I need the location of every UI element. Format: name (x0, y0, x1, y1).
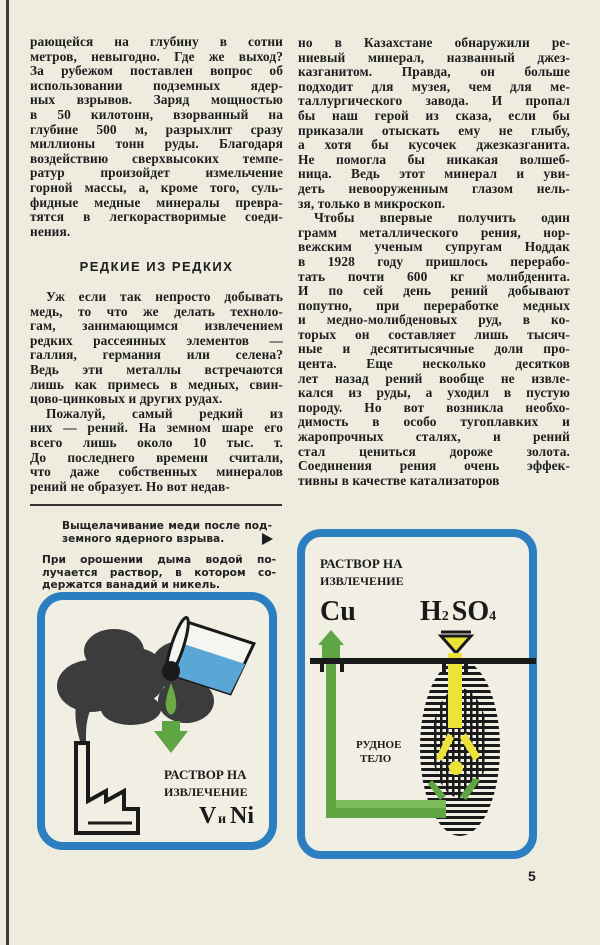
text-line: зя, только в микроскоп. (298, 195, 446, 211)
element-cu: Cu (320, 596, 356, 627)
text-line: кался из руды, а уходил в пустую (298, 385, 570, 401)
text-line: ных взрывов. Заряд мощностью (30, 92, 283, 108)
text-line: держатся ванадий и никель. (42, 579, 221, 592)
text-line: Чтобы впервые получить один (314, 210, 570, 226)
text-line: При орошении дыма водой по- (42, 554, 276, 566)
leaching-illustration (296, 528, 540, 860)
text-line: земного ядерного взрыва. (62, 532, 225, 545)
text-line: рений не образует. Но вот недав- (30, 478, 230, 494)
text-line: димость в особо тугоплавких и (298, 414, 570, 430)
text-line: Соединения рения очень эффек- (298, 458, 570, 474)
text-line: в 1928 году пришлось перерабо- (298, 253, 570, 269)
text-line: жаропрочных сталях, и рений (298, 429, 570, 445)
text-line: лишь как примесь в медных, свин- (30, 376, 283, 392)
label-solution: РАСТВОР НА (164, 767, 247, 782)
smoke-scrubbing-illustration (36, 591, 280, 853)
text-line: До последнего времени считали, (30, 449, 283, 465)
figure-caption-main (62, 520, 272, 545)
text-line: Выщелачивание меди после под- (62, 520, 272, 532)
left-text-column (30, 35, 283, 239)
text-line: глубине 500 м, разрыхлит сразу (30, 121, 283, 137)
text-line: подходит для музея, чем для ме- (298, 78, 570, 94)
formula-h2so4: H2 SO4 (420, 596, 497, 627)
text-line: использовании подземных ядер- (30, 77, 283, 93)
text-line: породу. Но вот возникла необхо- (298, 399, 570, 415)
text-line: ница. Ведь этот минерал и уви- (298, 166, 570, 182)
text-line: стал цениться дороже золота. (298, 443, 570, 459)
text-line: и медно-молибденовых руд, в ко- (298, 312, 570, 328)
text-line: вежским ученым супругам Ноддак (298, 239, 570, 255)
water-drop (162, 661, 180, 681)
label-solution: РАСТВОР НА (320, 556, 403, 571)
text-line: метров, невыгодно. Где же выход? (30, 48, 283, 64)
text-line: нения. (30, 223, 71, 239)
element-v: V (199, 803, 217, 829)
text-line: торых он составляет лишь тысяч- (298, 326, 570, 342)
figure-caption-secondary (42, 554, 276, 592)
text-line: Уж если так непросто добывать (46, 289, 283, 304)
text-line: цово-цинковых и других рудах. (30, 391, 223, 407)
label-body: ТЕЛО (360, 753, 392, 765)
text-line: приказали отыскать ему не глыбу, (298, 122, 570, 138)
page-binding-edge (6, 0, 9, 945)
text-line: тятся в легкорастворимые соеди- (30, 209, 283, 225)
left-text-column-section (30, 290, 283, 494)
text-line: воздействию сверхвысоких темпе- (30, 150, 283, 166)
label-ore: РУДНОЕ (356, 739, 402, 751)
text-line: деть невооруженным глазом нель- (298, 180, 570, 196)
element-and: и (218, 812, 227, 827)
text-line: тивны в качестве катализаторов (298, 472, 500, 488)
text-line: И по сей день рений добывают (298, 283, 570, 299)
text-line: За рубежом поставлен вопрос об (30, 63, 283, 79)
text-line: миллионы тонн руды. Благодаря (30, 136, 283, 152)
element-ni: Ni (230, 803, 254, 829)
text-line: что даже собственных минералов (30, 464, 283, 480)
text-line: ниевый минерал, названный джез- (298, 49, 570, 65)
text-line: бы наш герой из сказа, если бы (298, 107, 570, 123)
text-line: них — рений. На земном шаре его (30, 420, 283, 436)
text-line: ные и десятитысячные доли про- (298, 341, 570, 357)
text-line: рающейся на глубину в сотни (30, 34, 283, 49)
arrow-right-icon (262, 533, 273, 545)
section-heading: РЕДКИЕ ИЗ РЕДКИХ (79, 259, 234, 274)
text-line: редких рассеянных элементов — (30, 332, 283, 348)
text-line: лучается раствор, в котором со- (42, 566, 276, 579)
caption-divider (30, 504, 282, 506)
text-line: горной массы, а, кроме того, суль- (30, 179, 283, 195)
text-line: тать почти 600 кг молибденита. (298, 268, 570, 284)
text-line: грамм металлического рения, нор- (298, 224, 570, 240)
text-line: а хотя бы кусочек джезказганита. (298, 137, 570, 153)
text-line: Не помогла бы никакая волшеб- (298, 151, 570, 167)
page-number: 5 (528, 868, 536, 884)
text-line: галлия, германия или селена? (30, 347, 283, 363)
right-text-column (298, 36, 570, 488)
label-extraction: ИЗВЛЕЧЕНИЕ (164, 785, 248, 799)
text-line: Ведь эти металлы встречаются (30, 361, 283, 377)
text-line: Пожалуй, самый редкий из (46, 405, 283, 421)
text-line: попутно, при переработке медных (298, 297, 570, 313)
text-line: таллургического завода. И пропал (298, 93, 570, 109)
text-line: ратур произойдет измельчение (30, 165, 283, 181)
text-line: но в Казахстане обнаружили ре- (298, 35, 570, 50)
text-line: фидные медные минералы превра- (30, 194, 283, 210)
label-extraction: ИЗВЛЕЧЕНИЕ (320, 574, 404, 588)
text-line: всего лишь около 10 тыс. т. (30, 434, 283, 450)
text-line: лет назад рений вообще не извле- (298, 370, 570, 386)
text-line: казганитом. Правда, он больше (298, 64, 570, 80)
text-line: в 50 килотонн, взорванный на (30, 106, 283, 122)
text-line: цента. Еще несколько десятков (298, 356, 570, 372)
text-line: гам, занимающимся извлечением (30, 318, 283, 334)
text-line: медь, то что же делать техноло- (30, 303, 283, 319)
